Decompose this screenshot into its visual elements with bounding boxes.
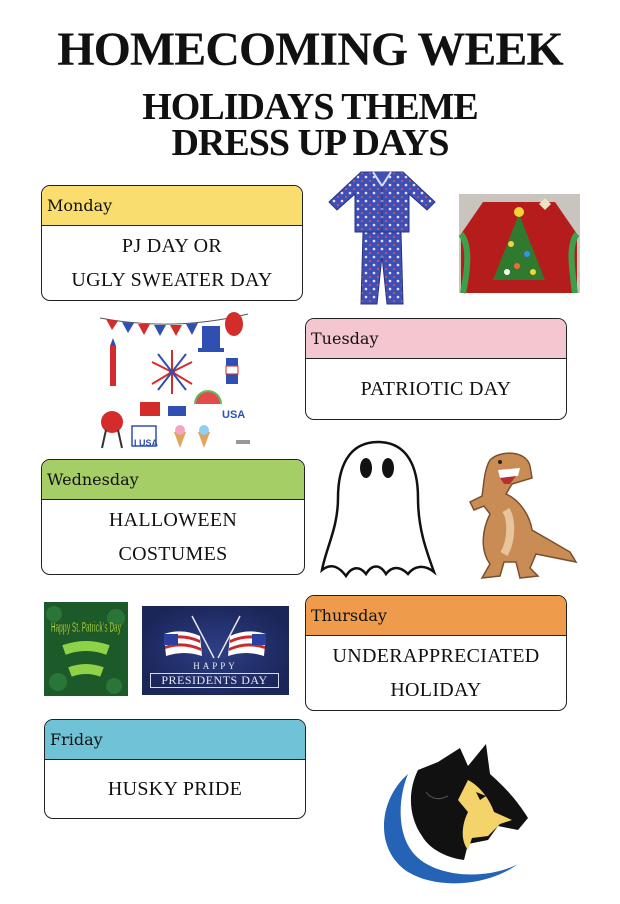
wednesday-theme-line2: COSTUMES [118, 543, 228, 565]
wednesday-theme-line1: HALLOWEEN [108, 509, 238, 531]
friday-card [44, 719, 306, 819]
shamrock-icon [44, 602, 128, 696]
friday-theme-line1: HUSKY PRIDE [107, 778, 243, 800]
st-patricks-lettering: Happy St. Patrick's Day [51, 619, 122, 636]
presidents-happy: HAPPY [193, 661, 238, 671]
tuesday-theme [306, 359, 566, 419]
wednesday-card [41, 459, 305, 575]
usa-badge: USA [222, 409, 246, 421]
friday-label: Friday [45, 720, 305, 760]
thursday-theme-line2: HOLIDAY [390, 679, 482, 701]
monday-card [41, 185, 303, 301]
wednesday-label: Wednesday [42, 460, 304, 500]
monday-label: Monday [42, 186, 302, 226]
presidents-day-label: PRESIDENTS DAY [150, 673, 279, 688]
wednesday-theme [42, 500, 304, 574]
sweater-icon [459, 194, 580, 293]
tuesday-theme-line1: PATRIOTIC DAY [360, 378, 512, 400]
subtitle-dress-up: DRESS UP DAYS [171, 122, 449, 164]
tuesday-label: Tuesday [306, 319, 566, 359]
firework-icon [98, 310, 250, 452]
thursday-theme-line1: UNDERAPPRECIATED [332, 645, 540, 667]
thursday-card [305, 595, 567, 711]
ghost-icon [318, 438, 438, 580]
monday-theme-line1: PJ DAY OR [121, 235, 223, 257]
page-title: HOMECOMING WEEK [57, 23, 563, 76]
dinosaur-icon [460, 450, 578, 580]
thursday-theme [306, 636, 566, 710]
monday-theme-line2: UGLY SWEATER DAY [71, 269, 273, 291]
husky-icon [368, 740, 536, 888]
presidents-day-image [142, 606, 289, 695]
i-love-usa-badge: I USA [134, 438, 159, 448]
subtitle-theme: HOLIDAYS THEME [142, 86, 478, 128]
pajama-icon [323, 166, 441, 306]
monday-theme [42, 226, 302, 300]
friday-theme [45, 760, 305, 818]
thursday-label: Thursday [306, 596, 566, 636]
tuesday-card [305, 318, 567, 420]
